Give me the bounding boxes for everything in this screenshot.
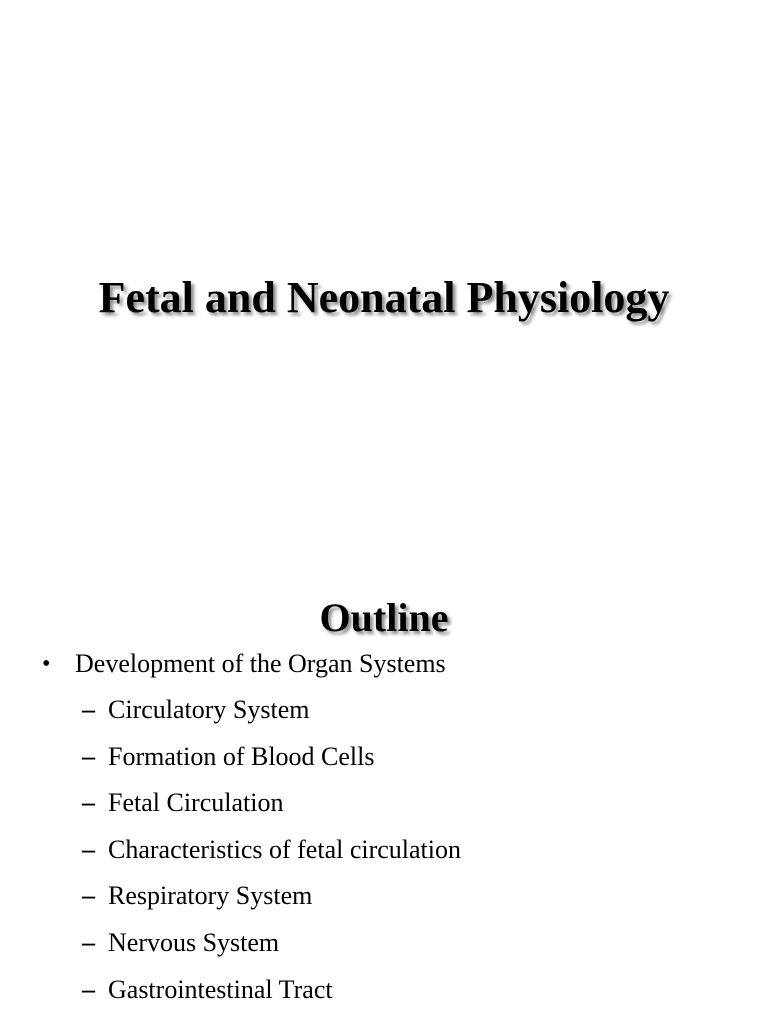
outline-subitem-text: Gastrointestinal Tract (108, 974, 333, 1004)
dash-marker: – (82, 927, 95, 957)
outline-subitem (0, 832, 768, 879)
outline-subitem-text: Characteristics of fetal circulation (108, 834, 462, 864)
dash-marker: – (82, 695, 95, 724)
outline-item-text: Development of the Organ Systems (75, 649, 446, 678)
outline-subitem (0, 925, 768, 972)
outline-subitem (0, 878, 768, 925)
outline-title: Outline (319, 595, 449, 640)
outline-subitem-text: Circulatory System (108, 695, 310, 724)
dash-marker: – (82, 788, 95, 818)
outline-subitem (0, 785, 768, 832)
bullet-marker: • (42, 651, 51, 677)
outline-subitem-text: Respiratory System (108, 881, 313, 911)
outline-subitem-text: Fetal Circulation (108, 788, 284, 818)
dash-marker: – (82, 834, 95, 864)
outline-subitem-text: Formation of Blood Cells (108, 741, 375, 771)
dash-marker: – (82, 974, 95, 1004)
outline-subitem (0, 972, 768, 1019)
presentation-title: Fetal and Neonatal Physiology (98, 273, 670, 322)
outline-slide (0, 576, 768, 1024)
outline-item (0, 646, 768, 692)
outline-list (0, 646, 768, 1018)
outline-subitem (0, 692, 768, 739)
outline-subitem (0, 739, 768, 786)
dash-marker: – (82, 881, 95, 911)
dash-marker: – (82, 741, 95, 771)
outline-subitem-text: Nervous System (108, 927, 280, 957)
